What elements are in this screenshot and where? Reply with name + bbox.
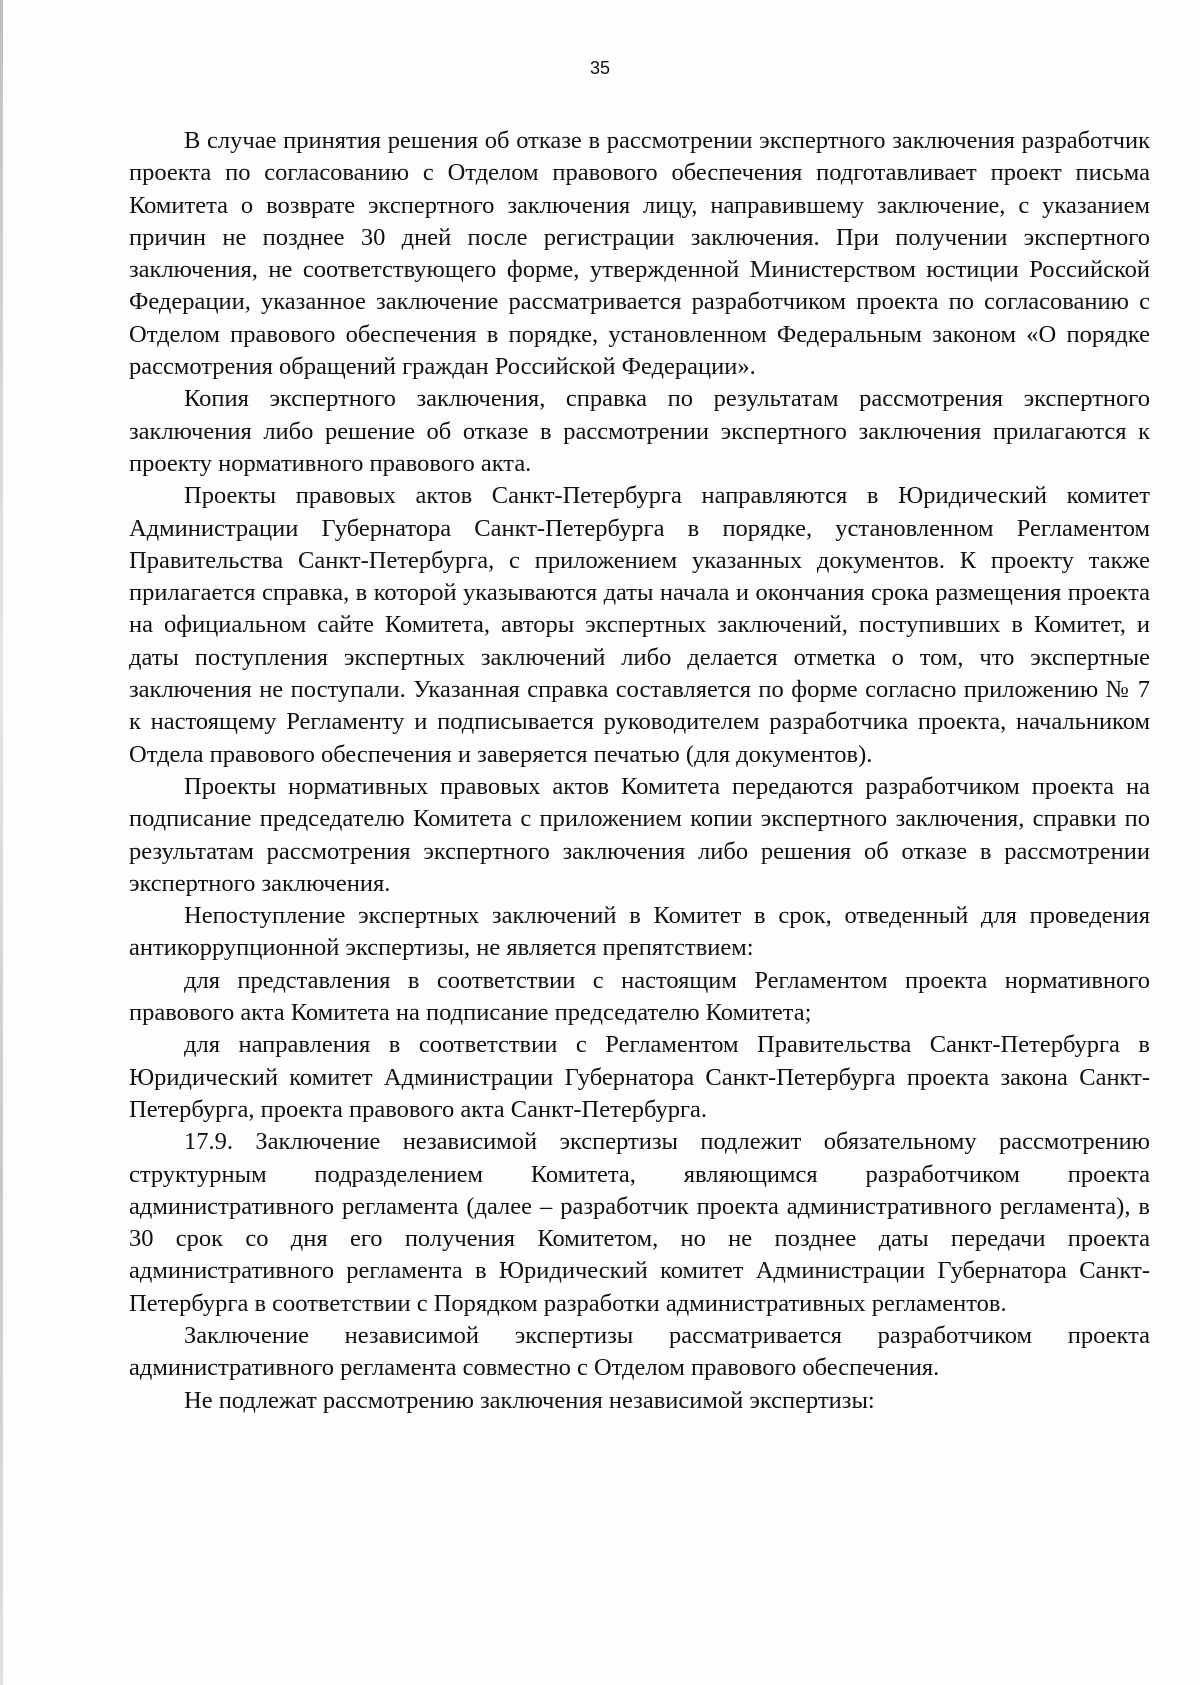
- paragraph: Заключение независимой экспертизы рассматривается разработчиком проекта административного регламента совместно с Отделом правового обеспечения.: [129, 1321, 1150, 1382]
- paragraph: В случае принятия решения об отказе в рассмотрении экспертного заключения разработчик проекта по согласованию с Отделом правового обеспечения подготавливает проект письма Комитета о возврате экспертного заключения лицу, направившему заключение, с указанием причин не позднее 30 дней после регистрации заключения. При получении экспертного заключения, не соответствующего форме, утвержденной Министерством юстиции Российской Федерации, указанное заключение рассматривается разработчиком проекта по согласованию с Отделом правового обеспечения в порядке, установленном Федеральным законом «О порядке рассмотрения обращений граждан Российской Федерации».: [129, 127, 1150, 381]
- paragraph: 17.9. Заключение независимой экспертизы подлежит обязательному рассмотрению структурным подразделением Комитета, являющимся разработчиком проекта административного регламента (далее – разработчик проекта административного регламента), в 30 срок со дня его получения Комитетом, но не позднее даты передачи проекта административного регламента в Юридический комитет Администрации Губернатора Санкт-Петербурга в соответствии с Порядком разработки административных регламентов.: [129, 1128, 1150, 1317]
- paragraph: для представления в соответствии с настоящим Регламентом проекта нормативного правового акта Комитета на подписание председателю Комитета;: [129, 966, 1150, 1027]
- paragraph: Проекты нормативных правовых актов Комитета передаются разработчиком проекта на подписание председателю Комитета с приложением копии экспертного заключения, справки по результатам рассмотрения экспертного заключения либо решения об отказе в рассмотрении экспертного заключения.: [129, 772, 1150, 897]
- paragraph: Проекты правовых актов Санкт-Петербурга направляются в Юридический комитет Администрации Губернатора Санкт-Петербурга в порядке, установленном Регламентом Правительства Санкт-Петербурга, с приложением указанных документов. К проекту также прилагается справка, в которой указываются даты начала и окончания срока размещения проекта на официальном сайте Комитета, авторы экспертных заключений, поступивших в Комитет, и даты поступления экспертных заключений либо делается отметка о том, что экспертные заключения не поступали. Указанная справка составляется по форме согласно приложению № 7 к настоящему Регламенту и подписывается руководителем разработчика проекта, начальником Отдела правового обеспечения и заверяется печатью (для документов).: [129, 482, 1150, 768]
- paragraph: Непоступление экспертных заключений в Комитет в срок, отведенный для проведения антикоррупционной экспертизы, не является препятствием:: [129, 902, 1150, 962]
- document-body: [129, 125, 1150, 1417]
- paragraph: для направления в соответствии с Регламентом Правительства Санкт-Петербурга в Юридический комитет Администрации Губернатора Санкт-Петербурга проекта закона Санкт-Петербурга, проекта правового акта Санкт-Петербурга.: [129, 1031, 1150, 1123]
- paragraph: Копия экспертного заключения, справка по результатам рассмотрения экспертного заключения либо решение об отказе в рассмотрении экспертного заключения прилагаются к проекту нормативного правового акта.: [129, 385, 1150, 477]
- paragraph: Не подлежат рассмотрению заключения независимой экспертизы:: [184, 1386, 875, 1414]
- page-number: 35: [589, 58, 611, 78]
- scan-edge: [0, 0, 3, 1685]
